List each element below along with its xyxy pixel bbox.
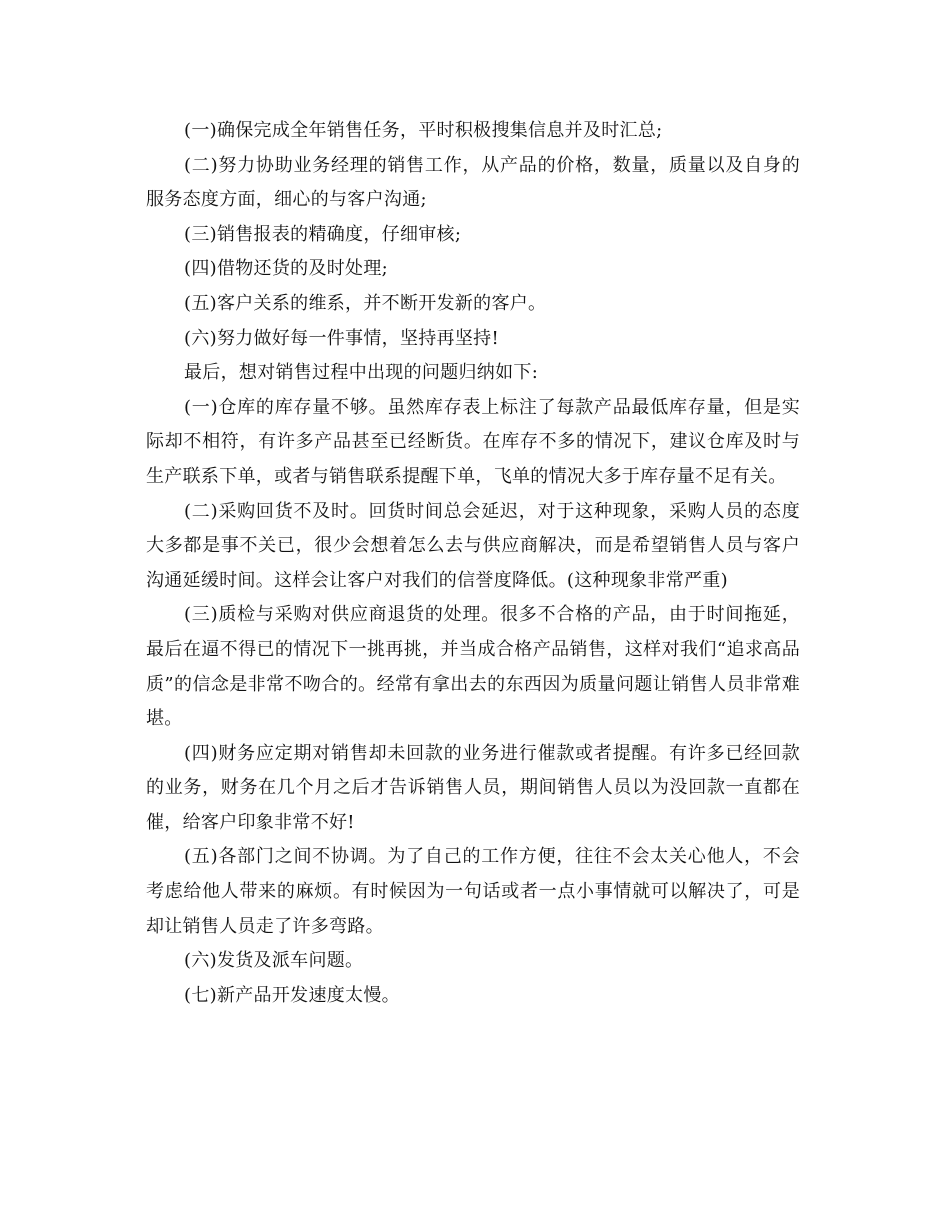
paragraph-issue-1: (一)仓库的库存量不够。虽然库存表上标注了每款产品最低库存量，但是实际却不相符，有许多产品甚至已经断货。在库存不多的情况下，建议仓库及时与生产联系下单，或者与销售联系提醒下单，飞单的情况大多于库存量不足有关。 xyxy=(146,396,800,487)
paragraph-issue-5: (五)各部门之间不协调。为了自己的工作方便，往往不会太关心他人，不会考虑给他人带来的麻烦。有时候因为一句话或者一点小事情就可以解决了，可是却让销售人员走了许多弯路。 xyxy=(146,846,800,937)
paragraph-task-2: (二)努力协助业务经理的销售工作，从产品的价格，数量，质量以及自身的服务态度方面，细心的与客户沟通; xyxy=(146,154,800,211)
paragraph-task-3: (三)销售报表的精确度，仔细审核; xyxy=(184,223,462,245)
paragraph-issue-6: (六)发货及派车问题。 xyxy=(184,950,364,972)
paragraph-summary-intro: 最后，想对销售过程中出现的问题归纳如下: xyxy=(184,362,539,384)
paragraph-task-1: (一)确保完成全年销售任务，平时积极搜集信息并及时汇总; xyxy=(184,120,663,141)
paragraph-issue-3: (三)质检与采购对供应商退货的处理。很多不合格的产品，由于时间拖延，最后在逼不得已的情况下一挑再挑，并当成合格产品销售，这样对我们“追求高品质”的信念是非常不吻合的。经常有拿出去的东西因为质量问题让销售人员非常难堪。 xyxy=(146,604,800,730)
paragraph-task-6: (六)努力做好每一件事情，坚持再坚持! xyxy=(184,327,499,349)
paragraph-issue-2: (二)采购回货不及时。回货时间总会延迟，对于这种现象，采购人员的态度大多都是事不关已，很少会想着怎么去与供应商解决，而是希望销售人员与客户沟通延缓时间。这样会让客户对我们的信誉度降低。(这种现象非常严重) xyxy=(146,500,800,591)
paragraph-task-5: (五)客户关系的维系，并不断开发新的客户。 xyxy=(184,292,547,314)
paragraph-issue-4: (四)财务应定期对销售却未回款的业务进行催款或者提醒。有许多已经回款的业务，财务在几个月之后才告诉销售人员，期间销售人员以为没回款一直都在催，给客户印象非常不好! xyxy=(146,742,800,833)
paragraph-issue-7: (七)新产品开发速度太慢。 xyxy=(184,984,400,1006)
paragraph-task-4: (四)借物还货的及时处理; xyxy=(184,258,389,280)
document-body xyxy=(146,114,800,1013)
